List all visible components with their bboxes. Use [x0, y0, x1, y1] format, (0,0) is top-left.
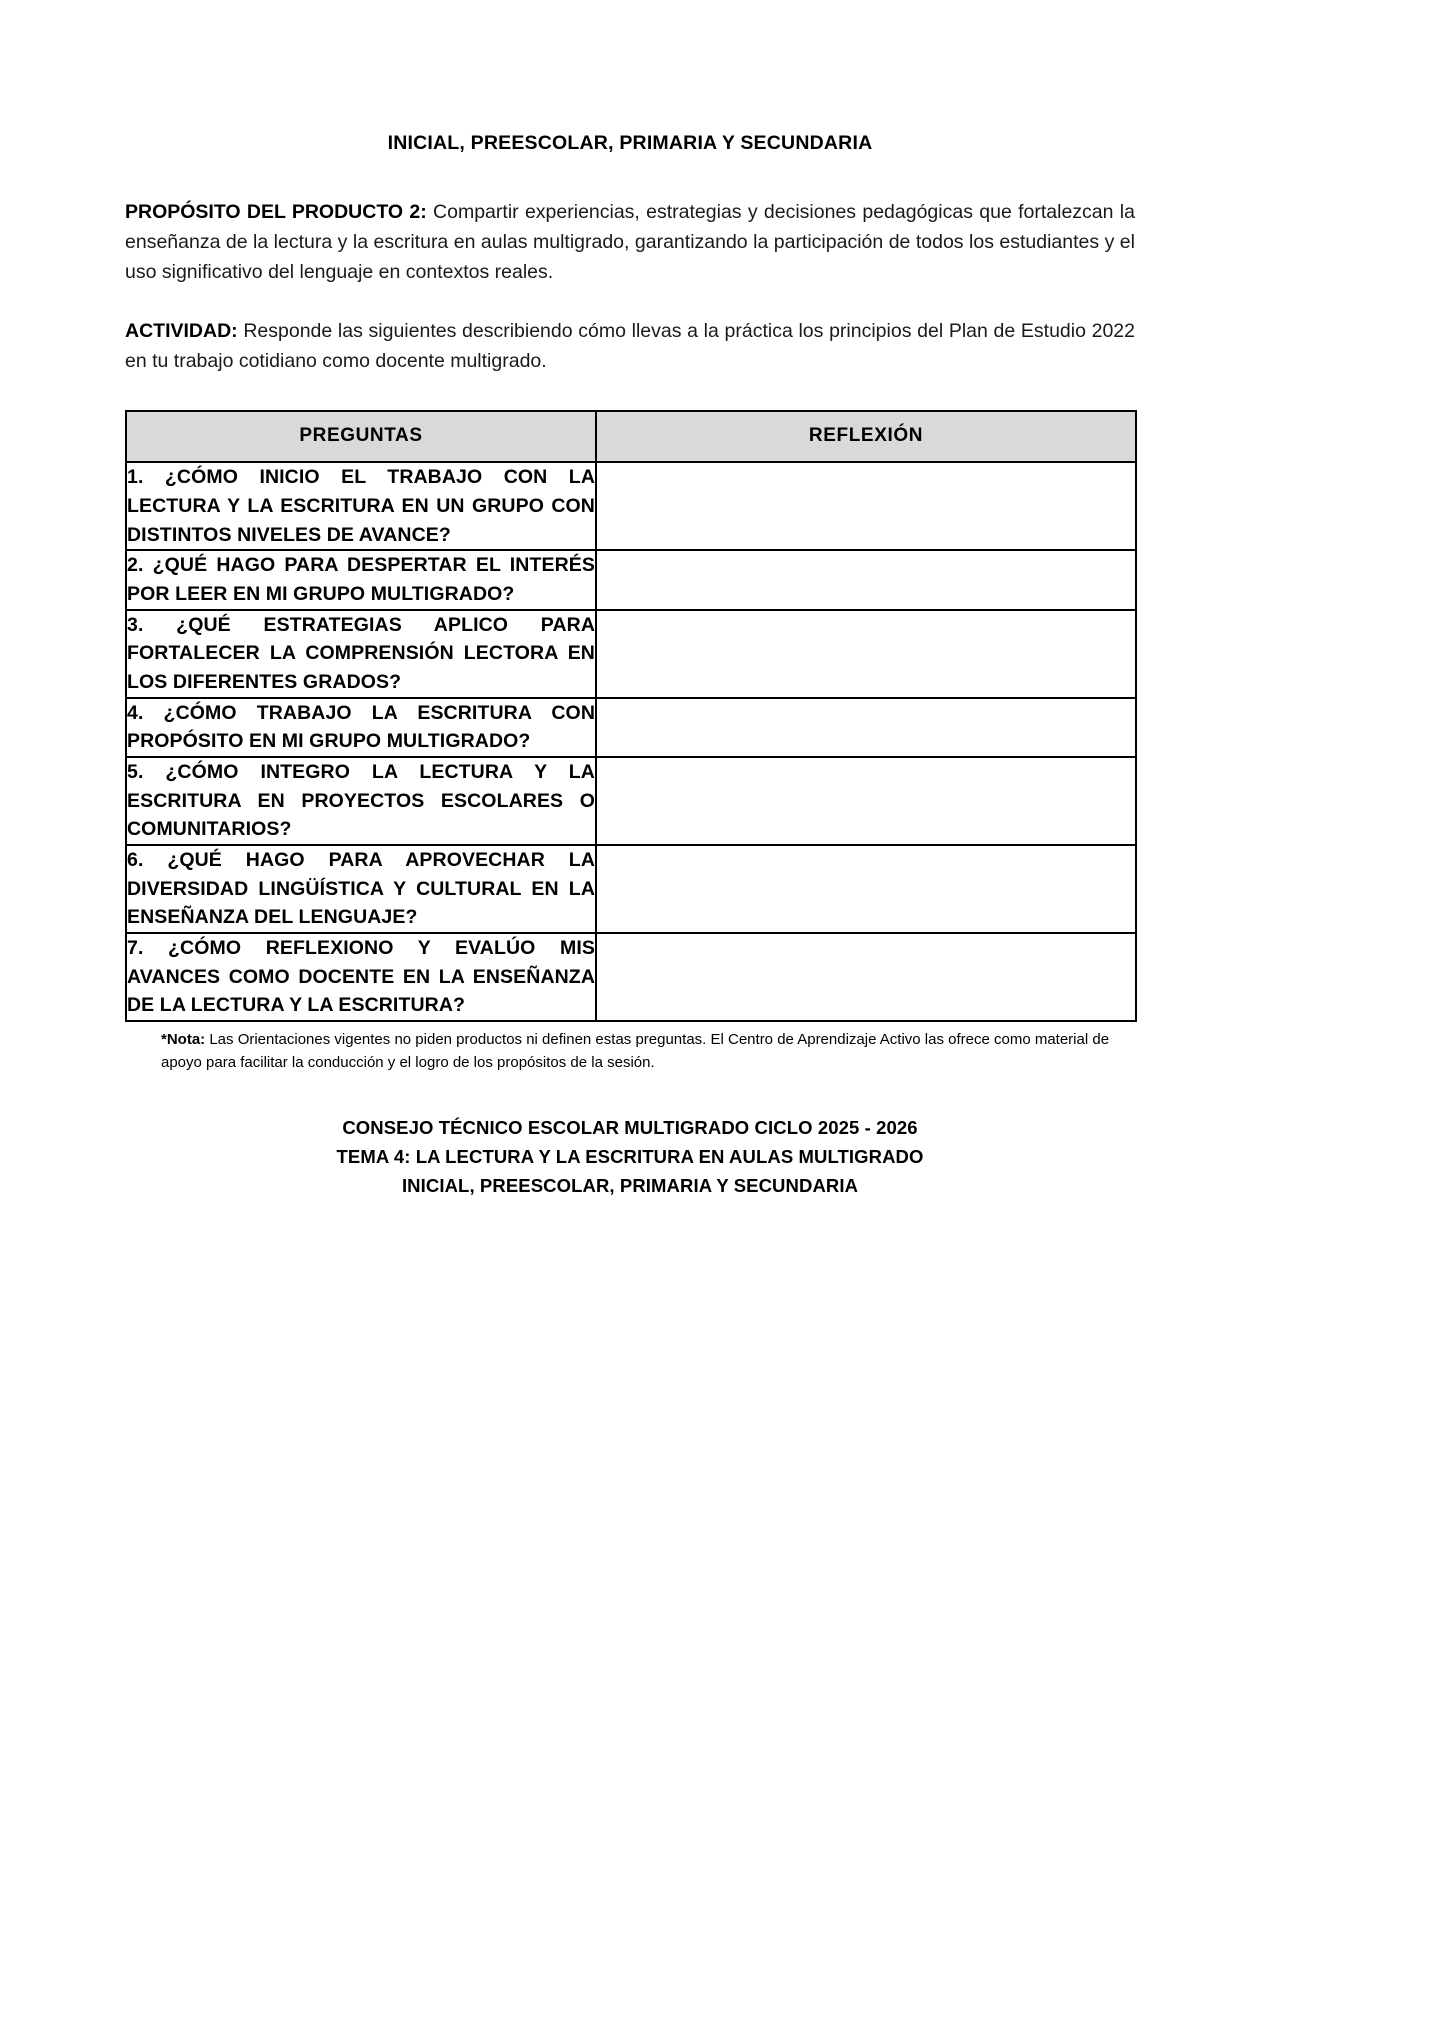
activity-label: ACTIVIDAD: — [125, 320, 238, 343]
footnote — [125, 1028, 1135, 1075]
column-header-reflexion: REFLEXIÓN — [596, 411, 1136, 462]
footnote-label: *Nota: — [161, 1030, 206, 1048]
table-row — [126, 610, 1136, 698]
column-header-preguntas: PREGUNTAS — [126, 411, 596, 462]
reflection-cell-1[interactable] — [596, 462, 1136, 550]
document-content — [125, 130, 1135, 1200]
question-cell-1: 1. ¿CÓMO INICIO EL TRABAJO CON LA LECTURA Y LA ESCRITURA EN UN GRUPO CON DISTINTOS NIVELES DE AVANCE? — [126, 462, 596, 550]
table-row — [126, 462, 1136, 550]
table-row — [126, 757, 1136, 845]
question-cell-4: 4. ¿CÓMO TRABAJO LA ESCRITURA CON PROPÓSITO EN MI GRUPO MULTIGRADO? — [126, 698, 596, 757]
reflection-cell-7[interactable] — [596, 933, 1136, 1021]
footnote-text: Las Orientaciones vigentes no piden productos ni definen estas preguntas. El Centro de Aprendizaje Activo las ofrece como material de apoyo para facilitar la conducción y el logro de los propósitos de la sesión. — [161, 1030, 1110, 1072]
reflection-cell-2[interactable] — [596, 550, 1136, 609]
table-row — [126, 550, 1136, 609]
reflection-cell-6[interactable] — [596, 845, 1136, 933]
question-cell-7: 7. ¿CÓMO REFLEXIONO Y EVALÚO MIS AVANCES COMO DOCENTE EN LA ENSEÑANZA DE LA LECTURA Y LA ESCRITURA? — [126, 933, 596, 1021]
footer-line-3: INICIAL, PREESCOLAR, PRIMARIA Y SECUNDARIA — [401, 1174, 859, 1196]
purpose-paragraph — [125, 198, 1135, 287]
page-title: INICIAL, PREESCOLAR, PRIMARIA Y SECUNDARIA — [387, 132, 873, 154]
question-cell-6: 6. ¿QUÉ HAGO PARA APROVECHAR LA DIVERSIDAD LINGÜÍSTICA Y CULTURAL EN LA ENSEÑANZA DEL LENGUAJE? — [126, 845, 596, 933]
table-row — [126, 933, 1136, 1021]
purpose-label: PROPÓSITO DEL PRODUCTO 2: — [125, 201, 427, 224]
footer-line-1: CONSEJO TÉCNICO ESCOLAR MULTIGRADO CICLO 2025 - 2026 — [342, 1117, 918, 1139]
reflection-cell-3[interactable] — [596, 610, 1136, 698]
question-cell-2: 2. ¿QUÉ HAGO PARA DESPERTAR EL INTERÉS POR LEER EN MI GRUPO MULTIGRADO? — [126, 550, 596, 609]
activity-text: Responde las siguientes describiendo cómo llevas a la práctica los principios del Plan de Estudio 2022 en tu trabajo cotidiano como docente multigrado. — [125, 320, 1135, 372]
purpose-text: Compartir experiencias, estrategias y decisiones pedagógicas que fortalezcan la enseñanza de la lectura y la escritura en aulas multigrado, garantizando la participación de todos los estudiantes y el uso significativo del lenguaje en contextos reales. — [125, 201, 1135, 283]
questions-reflection-table — [125, 410, 1137, 1021]
question-cell-5: 5. ¿CÓMO INTEGRO LA LECTURA Y LA ESCRITURA EN PROYECTOS ESCOLARES O COMUNITARIOS? — [126, 757, 596, 845]
document-footer — [125, 1114, 1135, 1200]
activity-paragraph — [125, 317, 1135, 376]
footer-line-2: TEMA 4: LA LECTURA Y LA ESCRITURA EN AULAS MULTIGRADO — [336, 1146, 924, 1168]
reflection-cell-4[interactable] — [596, 698, 1136, 757]
reflection-cell-5[interactable] — [596, 757, 1136, 845]
table-header-row — [126, 411, 1136, 462]
question-cell-3: 3. ¿QUÉ ESTRATEGIAS APLICO PARA FORTALECER LA COMPRENSIÓN LECTORA EN LOS DIFERENTES GRADOS? — [126, 610, 596, 698]
table-row — [126, 698, 1136, 757]
table-row — [126, 845, 1136, 933]
